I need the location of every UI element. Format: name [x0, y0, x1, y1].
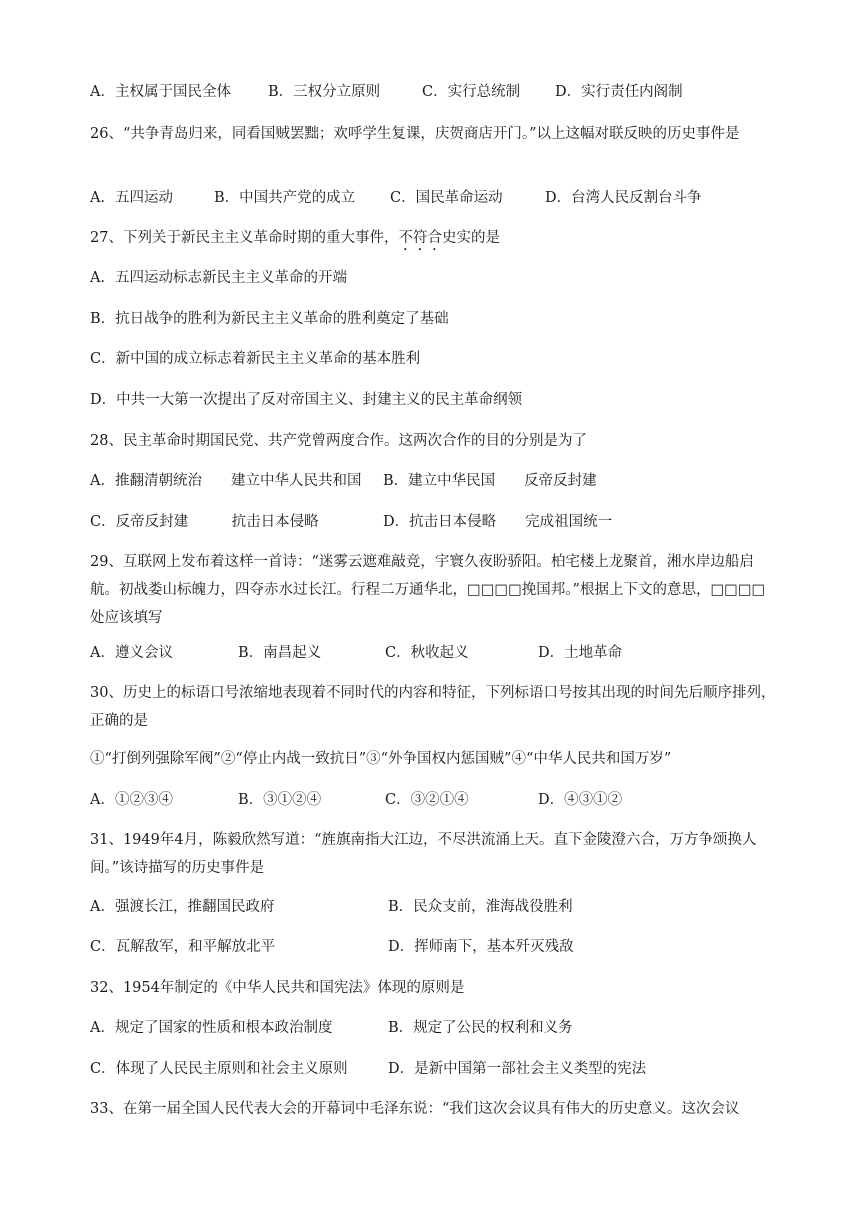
- q27-stem-emphasis: 不符合: [398, 230, 442, 246]
- q28-option-b: B．建立中华民国 反帝反封建: [383, 473, 597, 489]
- q28-option-d: D．抗击日本侵略 完成祖国统一: [383, 514, 613, 530]
- q27-stem-before: 27、下列关于新民主主义革命时期的重大事件，: [90, 230, 399, 246]
- q27-stem: [90, 228, 500, 254]
- q28-option-a: A．推翻清朝统治 建立中华人民共和国: [90, 473, 362, 489]
- q27-option-b: B．抗日战争的胜利为新民主主义革命的胜利奠定了基础: [90, 311, 449, 327]
- q32-option-b: B．规定了公民的权利和义务: [388, 1020, 573, 1036]
- q30-option-d: D．④③①②: [538, 792, 623, 808]
- q31-option-b: B．民众支前，淮海战役胜利: [388, 899, 573, 915]
- q26-option-c: C．国民革命运动: [390, 190, 503, 206]
- q27-option-a: A．五四运动标志新民主主义革命的开端: [90, 270, 347, 286]
- q31-option-d: D．挥师南下，基本歼灭残敌: [388, 939, 574, 955]
- q25-option-b: B．三权分立原则: [268, 84, 381, 100]
- q30-stem: 30、历史上的标语口号浓缩地表现着不同时代的内容和特征，下列标语口号按其出现的时间先后顺序排列，正确的是: [90, 685, 776, 729]
- q32-stem: 32、1954年制定的《中华人民共和国宪法》体现的原则是: [90, 980, 465, 996]
- q33-stem: 33、在第一届全国人民代表大会的开幕词中毛泽东说：“我们这次会议具有伟大的历史意义。这次会议: [90, 1101, 740, 1117]
- q29-option-a: A．遵义会议: [90, 645, 173, 661]
- q25-option-c: C．实行总统制: [422, 84, 521, 100]
- q32-option-d: D．是新中国第一部社会主义类型的宪法: [388, 1061, 647, 1077]
- q25-option-a: A．主权属于国民全体: [90, 84, 231, 100]
- q27-option-c: C．新中国的成立标志着新民主主义革命的基本胜利: [90, 351, 421, 367]
- q26-option-b: B．中国共产党的成立: [214, 190, 356, 206]
- q26-option-a: A．五四运动: [90, 190, 173, 206]
- q26-stem: 26、“共争青岛归来，同看国贼罢黜；欢呼学生复课，庆贺商店开门。”以上这幅对联反映的历史事件是: [90, 126, 740, 142]
- q32-option-c: C．体现了人民民主原则和社会主义原则: [90, 1061, 348, 1077]
- q28-stem: 28、民主革命时期国民党、共产党曾两度合作。这两次合作的目的分别是为了: [90, 433, 587, 449]
- q30-option-a: A．①②③④: [90, 792, 173, 808]
- q30-option-b: B．③①②④: [238, 792, 322, 808]
- q27-option-d: D．中共一大第一次提出了反对帝国主义、封建主义的民主革命纲领: [90, 392, 523, 408]
- q25-option-d: D．实行责任内阁制: [555, 84, 683, 100]
- q29-option-c: C．秋收起义: [385, 645, 469, 661]
- q27-stem-after: 史实的是: [441, 230, 500, 246]
- q30-option-c: C．③②①④: [385, 792, 469, 808]
- q32-option-a: A．规定了国家的性质和根本政治制度: [90, 1020, 333, 1036]
- q31-option-c: C．瓦解敌军，和平解放北平: [90, 939, 276, 955]
- q26-option-d: D．台湾人民反割台斗争: [545, 190, 702, 206]
- q31-option-a: A．强渡长江，推翻国民政府: [90, 899, 275, 915]
- q30-slogans: ①“打倒列强除军阀”②“停止内战一致抗日”③“外争国权内惩国贼”④“中华人民共和国万岁”: [90, 751, 672, 767]
- q29-stem: 29、互联网上发布着这样一首诗：“迷雾云遮难敲竞，宇寰久夜盼骄阳。柏宅楼上龙聚首，湘水岸边船启航。初战娄山标魄力，四夺赤水过长江。行程二万通华北，□□□□挽国邦。”根据上下文的意思，□□□□处应该填写: [90, 554, 766, 626]
- q28-option-c: C．反帝反封建 抗击日本侵略: [90, 514, 319, 530]
- q29-option-d: D．土地革命: [538, 645, 623, 661]
- q29-option-b: B．南昌起义: [238, 645, 322, 661]
- q31-stem: 31、1949年4月，陈毅欣然写道：“旌旗南指大江边，不尽洪流涌上天。直下金陵澄六合，万方争颂换人间。”该诗描写的历史事件是: [90, 832, 757, 876]
